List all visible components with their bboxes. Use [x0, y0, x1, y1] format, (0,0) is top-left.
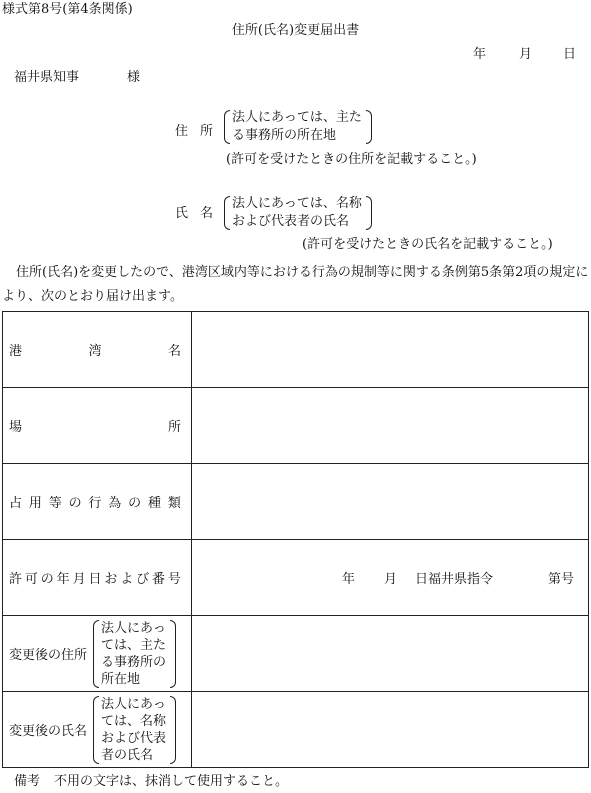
location-label-cell [3, 388, 192, 464]
paren-line: 者の氏名 [101, 747, 154, 763]
label-char: の [40, 572, 54, 587]
table-row [3, 312, 589, 388]
table-row [3, 692, 589, 768]
left-bracket [93, 620, 99, 688]
act-type-label-cell [3, 464, 192, 540]
table-row [3, 464, 589, 540]
right-bracket [366, 196, 372, 230]
remarks [14, 775, 288, 788]
remarks-label: 備考 [14, 774, 41, 789]
date-month: 月 [519, 47, 533, 62]
table-row [3, 388, 589, 464]
location-label [3, 416, 191, 435]
applicant-name-note: (許可を受けたときの氏名を記載すること。) [302, 237, 553, 252]
paren-line: ては、主た [101, 637, 167, 653]
left-bracket [224, 110, 230, 144]
permit-year: 年 [341, 572, 355, 587]
label-char: 年 [56, 572, 70, 587]
label-char: 可 [24, 572, 38, 587]
label-char: 許 [9, 572, 23, 587]
port-name-label-cell [3, 312, 192, 388]
date-year: 年 [473, 47, 487, 62]
label-char: 種 [148, 496, 162, 511]
label-char: 場 [9, 420, 23, 435]
permit-value[interactable] [192, 540, 589, 616]
permit-value-text [192, 568, 588, 587]
label-char: 等 [48, 496, 62, 511]
label-char: 港 [9, 344, 23, 359]
details-table [2, 311, 589, 768]
new-address-paren [93, 619, 176, 689]
right-bracket [170, 620, 176, 688]
right-bracket [170, 696, 176, 764]
label-char: の [128, 496, 142, 511]
label-char: よ [120, 572, 134, 587]
label-char: 類 [167, 496, 181, 511]
permit-label [3, 568, 191, 587]
new-name-label-cell [3, 692, 192, 768]
port-name-label [3, 340, 191, 359]
location-value[interactable] [192, 388, 589, 464]
table-row [3, 616, 589, 692]
paren-line: 法人にあっては、主た [232, 110, 362, 125]
label-char: 湾 [88, 344, 102, 359]
remarks-text: 不用の文字は、抹消して使用すること。 [54, 774, 289, 789]
label-char: 月 [72, 572, 86, 587]
new-name-label-group [3, 695, 191, 765]
addressee-suffix: 様 [127, 70, 141, 85]
paren-line: および代表者の氏名 [232, 214, 350, 229]
new-name-value[interactable] [192, 692, 589, 768]
paren-line: る事務所の [101, 654, 167, 670]
label-char: 占 [9, 496, 23, 511]
permit-dai: 第 [547, 572, 561, 587]
label-char: 日 [88, 572, 102, 587]
left-bracket [224, 196, 230, 230]
date-line [473, 48, 576, 61]
act-type-value[interactable] [192, 464, 589, 540]
label-char: び [136, 572, 150, 587]
new-address-value[interactable] [192, 616, 589, 692]
label-char: 名 [167, 344, 181, 359]
new-address-label: 変更後の住所 [9, 648, 88, 663]
paren-line: および代表 [101, 730, 167, 746]
applicant-address-note: (許可を受けたときの住所を記載すること。) [226, 152, 477, 167]
paren-line: ては、名称 [101, 713, 167, 729]
new-address-label-cell [3, 616, 192, 692]
port-name-value[interactable] [192, 312, 589, 388]
applicant-address-paren [224, 109, 372, 145]
permit-go: 号 [560, 572, 574, 587]
body-text: 住所(氏名)を変更したので、港湾区域内等における行為の規制等に関する条例第5条第2項の規定により、次のとおり届け出ます。 [2, 265, 589, 304]
addressee [14, 71, 140, 84]
permit-month: 月 [383, 572, 397, 587]
new-address-label-group [3, 619, 191, 689]
new-name-label: 変更後の氏名 [9, 724, 88, 739]
label-char: 所 [167, 420, 181, 435]
paren-line: 法人にあっ [101, 696, 166, 712]
left-bracket [93, 696, 99, 764]
paren-line: る事務所の所在地 [232, 128, 337, 143]
date-day: 日 [563, 47, 577, 62]
applicant-name-label: 氏名 [175, 206, 226, 221]
right-bracket [366, 110, 372, 144]
label-char: 行 [88, 496, 102, 511]
new-name-paren [93, 695, 176, 765]
label-char: 番 [152, 572, 166, 587]
paren-line: 所在地 [101, 671, 141, 687]
act-type-label [3, 492, 191, 511]
label-char: 為 [108, 496, 122, 511]
label-char: 号 [167, 572, 181, 587]
label-char: の [68, 496, 82, 511]
permit-day-issuer: 日福井県指令 [414, 572, 493, 587]
addressee-name: 福井県知事 [14, 70, 80, 85]
paren-line: 法人にあっては、名称 [232, 196, 362, 211]
permit-label-cell [3, 540, 192, 616]
applicant-name-paren [224, 195, 372, 231]
document-title: 住所(氏名)変更届出書 [231, 23, 360, 38]
table-row [3, 540, 589, 616]
form-number: 様式第8号(第4条関係) [2, 2, 133, 17]
applicant-address-label: 住所 [175, 124, 226, 139]
paren-line: 法人にあっ [101, 620, 166, 636]
label-char: 用 [28, 496, 42, 511]
label-char: お [104, 572, 118, 587]
